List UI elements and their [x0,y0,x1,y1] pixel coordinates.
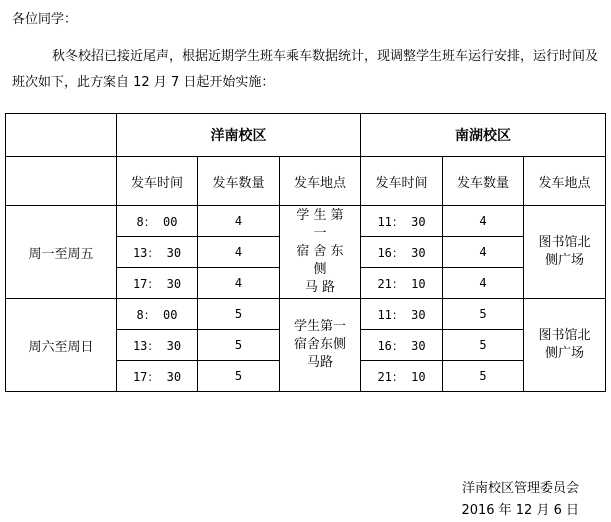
campus-a-header: 洋南校区 [117,114,361,157]
count-a-cell: 4 [198,268,280,299]
location-line: 侧广场 [544,253,584,268]
day-range-cell: 周六至周日 [6,299,117,392]
signature-block [461,478,579,522]
count-b-cell: 4 [443,206,524,237]
time-a-cell: 13： 30 [117,330,198,361]
location-line: 学 生 第 一 [296,208,344,241]
corner-cell [6,157,117,206]
location-b-cell [524,299,606,392]
time-a-cell: 8： 00 [117,299,198,330]
location-line: 图书馆北 [538,328,591,343]
location-b-cell [524,206,606,299]
location-line: 马 路 [304,280,336,295]
time-b-cell: 16： 30 [361,330,443,361]
location-line: 侧广场 [544,346,584,361]
location-line: 马路 [306,355,333,370]
signature-org: 洋南校区管理委员会 [461,481,579,496]
location-line: 图书馆北 [538,235,591,250]
count-a-cell: 4 [198,237,280,268]
col-header-location-b: 发车地点 [524,157,606,206]
col-header-count-a: 发车数量 [198,157,280,206]
table-row [6,299,606,330]
schedule-table [5,113,606,392]
time-b-cell: 11： 30 [361,206,443,237]
time-b-cell: 16： 30 [361,237,443,268]
time-b-cell: 21： 10 [361,268,443,299]
col-header-count-b: 发车数量 [443,157,524,206]
column-header-row [6,157,606,206]
count-b-cell: 5 [443,330,524,361]
count-a-cell: 5 [198,330,280,361]
signature-date: 2016 年 12 月 6 日 [461,503,579,518]
location-line: 学生第一 [293,319,346,334]
count-b-cell: 5 [443,361,524,392]
count-a-cell: 5 [198,299,280,330]
time-a-cell: 8： 00 [117,206,198,237]
notice-paragraph: 秋冬校招已接近尾声，根据近期学生班车乘车数据统计，现调整学生班车运行安排，运行时间及班次如下，此方案自 12 月 7 日起开始实施： [12,49,599,90]
col-header-time-a: 发车时间 [117,157,198,206]
count-a-cell: 4 [198,206,280,237]
count-b-cell: 5 [443,299,524,330]
table-row [6,206,606,237]
day-range-cell: 周一至周五 [6,206,117,299]
col-header-time-b: 发车时间 [361,157,443,206]
time-a-cell: 17： 30 [117,361,198,392]
location-line: 宿舍东侧 [293,337,346,352]
greeting: 各位同学： [12,12,78,27]
count-b-cell: 4 [443,268,524,299]
location-a-cell [280,299,361,392]
col-header-location-a: 发车地点 [280,157,361,206]
time-a-cell: 17： 30 [117,268,198,299]
count-b-cell: 4 [443,237,524,268]
corner-cell [6,114,117,157]
location-line: 宿 舍 东 侧 [296,244,344,277]
count-a-cell: 5 [198,361,280,392]
time-a-cell: 13： 30 [117,237,198,268]
time-b-cell: 21： 10 [361,361,443,392]
campus-header-row [6,114,606,157]
location-a-cell [280,206,361,299]
campus-b-header: 南湖校区 [361,114,606,157]
time-b-cell: 11： 30 [361,299,443,330]
